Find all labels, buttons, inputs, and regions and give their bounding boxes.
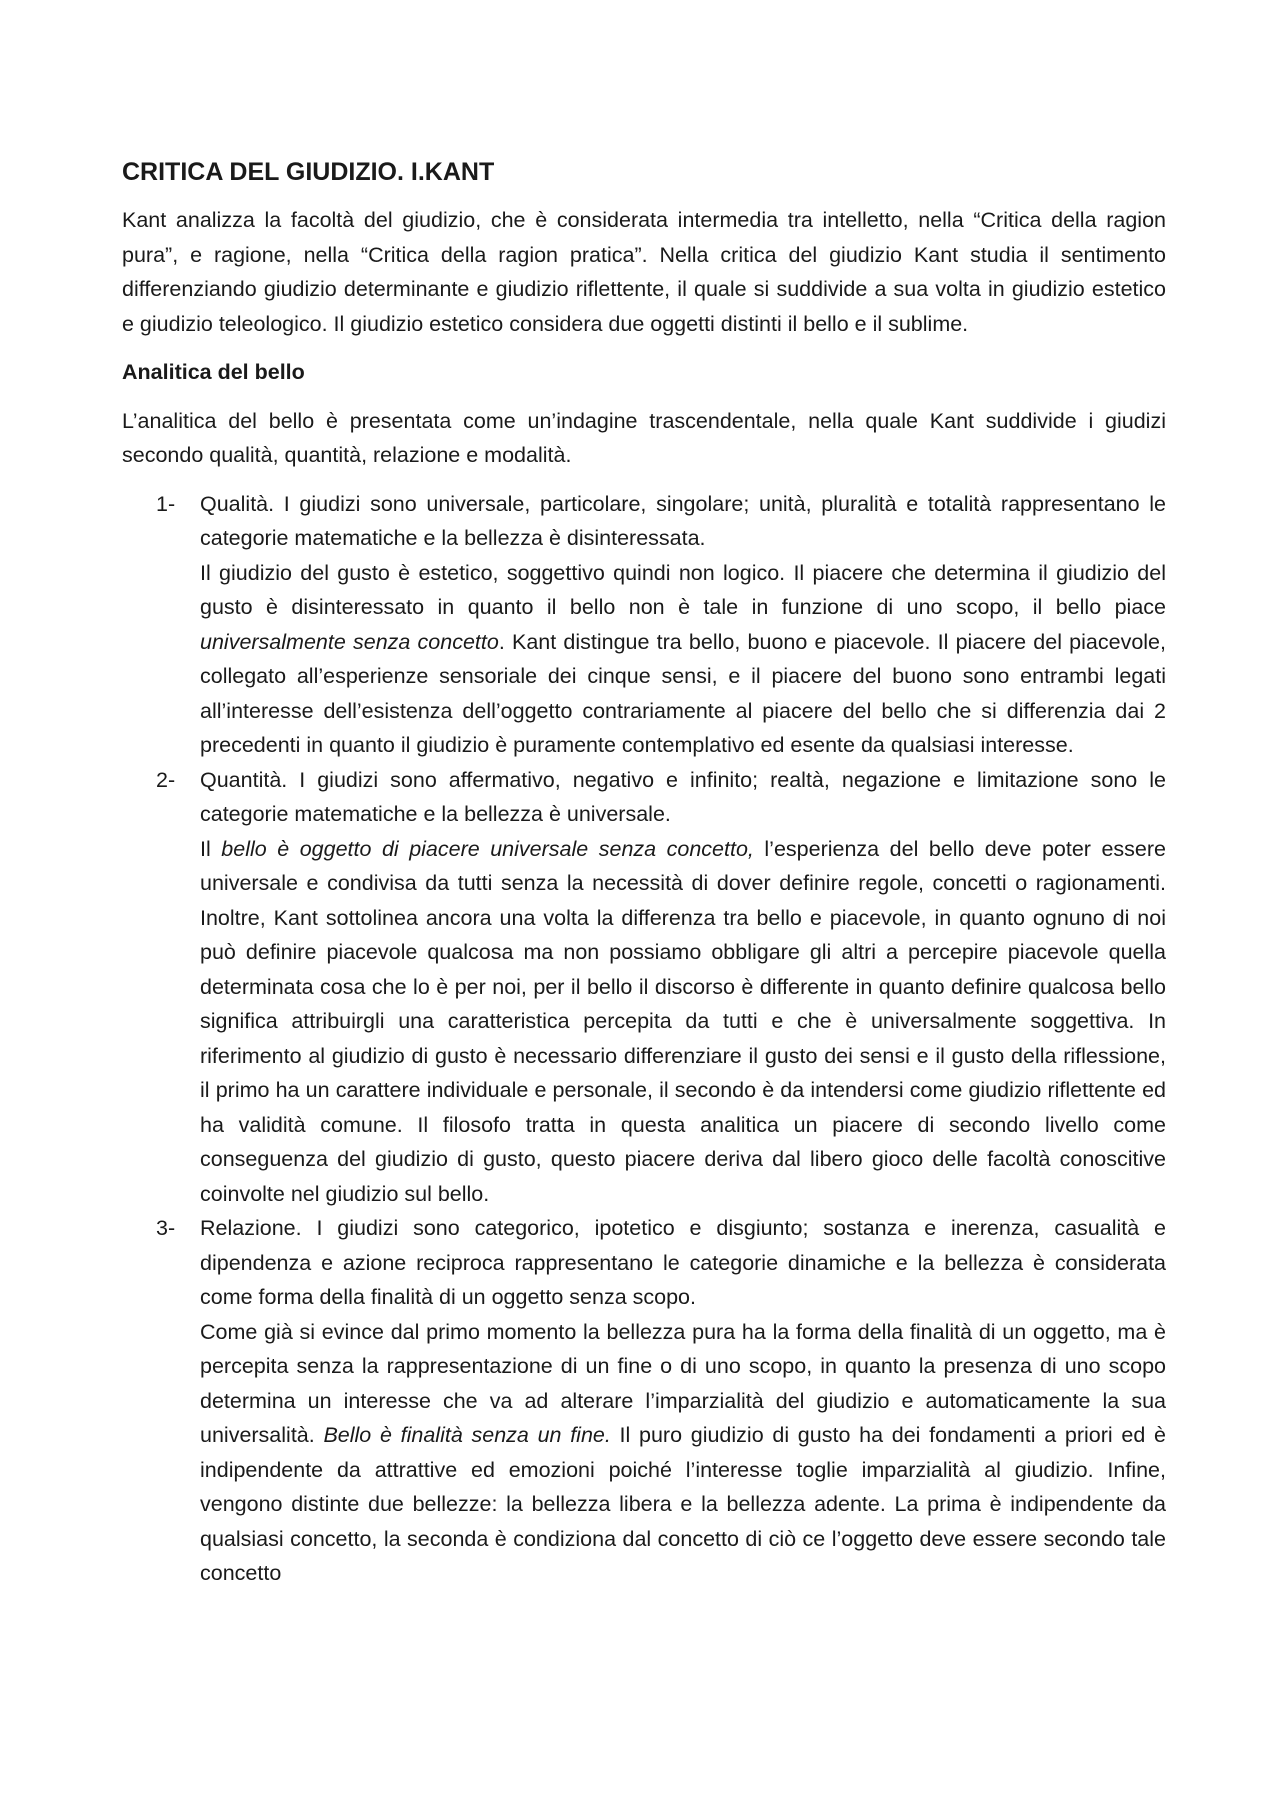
italic-phrase: universalmente senza concetto bbox=[200, 629, 499, 654]
section-intro-paragraph: L’analitica del bello è presentata come un’indagine trascendentale, nella quale Kant suddivide i giudizi secondo qualità, quantità, relazione e modalità. bbox=[122, 408, 1166, 467]
paragraph-text: l’esperienza del bello deve poter essere universale e condivisa da tutti senza la necessità di dover definire regole, concetti o ragionamenti. Inoltre, Kant sottolinea ancora una volta la differenza tra bello e piacevole, in quanto ognuno di noi può definire piacevole qualcosa ma non possiamo obbligare gli altri a percepire piacevole quella determinata cosa che lo è per noi, per il bello il discorso è differente in quanto definire qualcosa bello significa attribuirgli una caratteristica percepita da tutti e che è universalmente soggettiva. In riferimento al giudizio di gusto è necessario differenziare il gusto dei sensi e il gusto della riflessione, il primo ha un carattere individuale e personale, il secondo è da intendersi come giudizio riflettente ed ha validità comune. Il filosofo tratta in questa analitica un piacere di secondo livello come conseguenza del giudizio di gusto, questo piacere deriva dal libero gioco delle facoltà conoscitive coinvolte nel giudizio sul bello. bbox=[200, 836, 1166, 1206]
list-item-lead: Qualità. I giudizi sono universale, particolare, singolare; unità, pluralità e totalità rappresentano le categorie matematiche e la bellezza è disinteressata. bbox=[200, 491, 1166, 550]
list-item-body bbox=[200, 1211, 1166, 1591]
paragraph-text: Il puro giudizio di gusto ha dei fondamenti a priori ed è indipendente da attrattive ed emozioni poiché l’interesse toglie imparzialità al giudizio. Infine, vengono distinte due bellezze: la bellezza libera e la bellezza adente. La prima è indipendente da qualsiasi concetto, la seconda è condiziona dal concetto di ciò ce l’oggetto deve essere secondo tale concetto bbox=[200, 1423, 1166, 1585]
list-item-lead: Relazione. I giudizi sono categorico, ipotetico e disgiunto; sostanza e inerenza, casualità e dipendenza e azione reciproca rappresentano le categorie dinamiche e la bellezza è considerata come forma della finalità di un oggetto senza scopo. bbox=[200, 1216, 1166, 1309]
italic-phrase: bello è oggetto di piacere universale senza concetto, bbox=[221, 836, 754, 861]
list-item-number: 2- bbox=[156, 767, 176, 792]
list-item-body bbox=[200, 487, 1166, 763]
document-title: CRITICA DEL GIUDIZIO. I.KANT bbox=[122, 158, 495, 186]
paragraph-text: Il giudizio del gusto è estetico, soggettivo quindi non logico. Il piacere che determina il giudizio del gusto è disinteressato in quanto il bello non è tale in funzione di uno scopo, il bello piace bbox=[200, 560, 1166, 619]
list-item-number: 1- bbox=[156, 491, 176, 516]
italic-phrase: Bello è finalità senza un fine. bbox=[323, 1423, 611, 1447]
section-heading: Analitica del bello bbox=[122, 360, 305, 384]
list-item-number: 3- bbox=[156, 1216, 176, 1240]
list-item-body bbox=[200, 763, 1166, 1212]
paragraph-text: Come già si evince dal primo momento la bellezza pura ha la forma della finalità di un oggetto, ma è percepita senza la rappresentazione di un fine o di uno scopo, in quanto la presenza di uno scopo determina un interesse che va ad alterare l’imparzialità del giudizio e automaticamente la sua universalità. bbox=[200, 1319, 1166, 1447]
intro-paragraph: Kant analizza la facoltà del giudizio, che è considerata intermedia tra intelletto, nella “Critica della ragion pura”, e ragione, nella “Critica della ragion pratica”. Nella critica del giudizio Kant studia il sentimento differenziando giudizio determinante e giudizio riflettente, il quale si suddivide a sua volta in giudizio estetico e giudizio teleologico. Il giudizio estetico considera due oggetti distinti il bello e il sublime. bbox=[122, 208, 1166, 336]
list-item-lead: Quantità. I giudizi sono affermativo, negativo e infinito; realtà, negazione e limitazione sono le categorie matematiche e la bellezza è universale. bbox=[200, 767, 1166, 826]
list-item bbox=[156, 763, 1166, 1212]
list-item-paragraph bbox=[200, 556, 1166, 763]
list-item bbox=[156, 487, 1166, 763]
numbered-list bbox=[122, 487, 1166, 1591]
list-item-paragraph bbox=[200, 832, 1166, 1212]
paragraph-text: . Kant distingue tra bello, buono e piacevole. Il piacere del piacevole, collegato all’esperienze sensoriale dei cinque sensi, e il piacere del buono sono entrambi legati all’interesse dell’esistenza dell’oggetto contrariamente al piacere del bello che si differenzia dai 2 precedenti in quanto il giudizio è puramente contemplativo ed esente da qualsiasi interesse. bbox=[200, 629, 1166, 757]
list-item-paragraph bbox=[200, 1315, 1166, 1591]
paragraph-text: Il bbox=[200, 836, 222, 861]
list-item bbox=[156, 1211, 1166, 1591]
